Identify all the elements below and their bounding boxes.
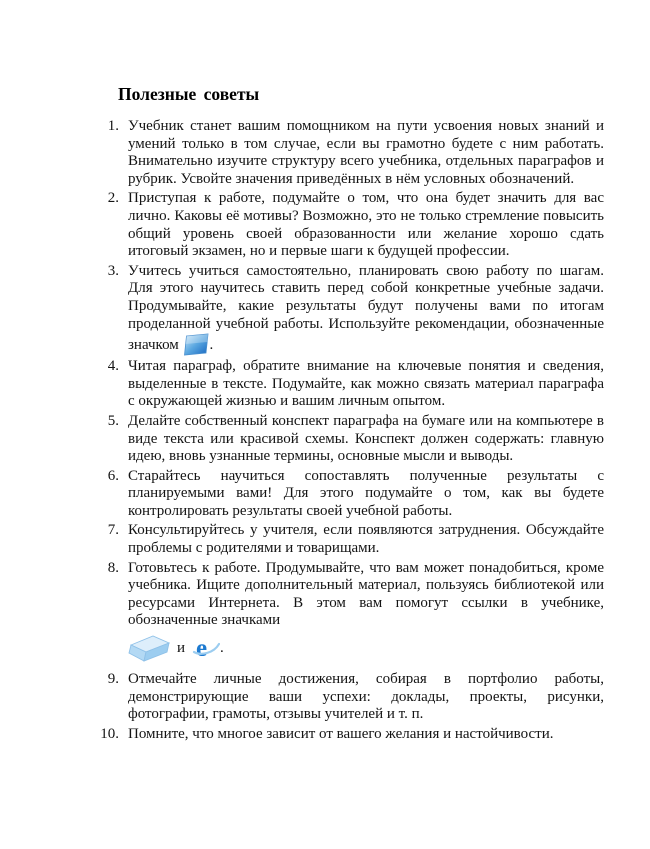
item-text-content: Отмечайте личные достижения, собирая в портфолио работы, демонстрирующие ваши успехи: доклады, проекты, рисунки, фотографии, грамоты, отзывы учителей и т. п. — [128, 671, 604, 723]
item-number: 9. — [107, 671, 119, 688]
internet-e-icon — [192, 635, 220, 662]
item-suffix: . — [220, 640, 224, 657]
item-text — [128, 263, 604, 356]
item-number: 4. — [107, 358, 119, 375]
list-item — [95, 358, 604, 411]
tips-list — [95, 118, 604, 743]
page-title: Полезные советы — [118, 84, 260, 104]
item-text-content: Учебник станет вашим помощником на пути усвоения новых знаний и умений только в том случае, если вы грамотно будете с ним работать. Внимательно изучите структуру всего учебника, отдельных параграфов и рубрик. Усвойте значения приведённых в нём условных обозначений. — [128, 118, 604, 187]
list-item — [95, 726, 604, 744]
connector-text: и — [177, 640, 186, 657]
item-text — [128, 522, 604, 557]
item-text — [128, 190, 604, 260]
item-text — [128, 560, 604, 669]
item-number: 1. — [107, 118, 119, 134]
recommendation-icon — [183, 333, 210, 356]
links-pages-icon — [128, 634, 172, 663]
list-item — [95, 671, 604, 724]
item-text-content: Старайтесь научиться сопоставлять полученные результаты с планируемыми вами! Для этого подумайте о том, как вы будете контролировать результаты своей учебной работы. — [128, 467, 604, 519]
item-text — [128, 468, 604, 521]
list-item — [95, 118, 604, 188]
item-text — [128, 671, 604, 724]
item-text-content: Читая параграф, обратите внимание на ключевые понятия и сведения, выделенные в тексте. Подумайте, как можно связать материал параграфа с окружающей жизнью и вашим личным опытом. — [128, 358, 604, 410]
item-text — [128, 118, 604, 188]
item-number: 7. — [107, 522, 119, 539]
item-suffix: . — [209, 337, 214, 354]
item-number: 2. — [107, 190, 119, 207]
item-text-content: Готовьтесь к работе. Продумывайте, что вам может понадобиться, кроме учебника. Ищите дополнительный материал, пользуясь библиотекой или ресурсами Интернета. В этом вам помогут ссылки в учебнике, обозначенные значками — [128, 559, 604, 629]
item-number: 10. — [100, 725, 119, 742]
list-item — [95, 263, 604, 356]
list-item — [95, 468, 604, 521]
item-text — [128, 413, 604, 466]
item-text-content: Приступая к работе, подумайте о том, что она будет значить для вас лично. Каковы её мотивы? Возможно, это не только стремление повысить общий уровень своей образованности или желание хорошо сдать итоговый экзамен, но и первые шаги к будущей профессии. — [128, 190, 604, 260]
item-number: 6. — [107, 467, 119, 484]
item-text-content: Учитесь учиться самостоятельно, планировать свою работу по шагам. Для этого научитесь ставить перед собой конкретные учебные задачи. Продумывайте, какие результаты будут получены вами по итогам проделанной учебной работы. Используйте рекомендации, обозначенные значком — [128, 262, 604, 354]
item-number: 8. — [107, 559, 119, 576]
list-item — [95, 190, 604, 260]
item8-icons-row — [128, 634, 604, 663]
item-text — [128, 358, 604, 411]
item-text — [128, 726, 604, 744]
list-item — [95, 413, 604, 466]
item-text-content: Консультируйтесь у учителя, если появляются затруднения. Обсуждайте проблемы с родителями и товарищами. — [128, 522, 604, 557]
item-text-content: Помните, что многое зависит от вашего желания и настойчивости. — [128, 725, 554, 742]
item-number: 5. — [107, 412, 119, 429]
svg-text:e: e — [196, 635, 208, 663]
list-item — [95, 560, 604, 669]
item-text-content: Делайте собственный конспект параграфа на бумаге или на компьютере в виде текста или красивой схемы. Конспект должен содержать: главную идею, вновь узнанные термины, основные мысли и выводы. — [128, 412, 604, 465]
item-number: 3. — [107, 262, 119, 279]
list-item — [95, 522, 604, 557]
